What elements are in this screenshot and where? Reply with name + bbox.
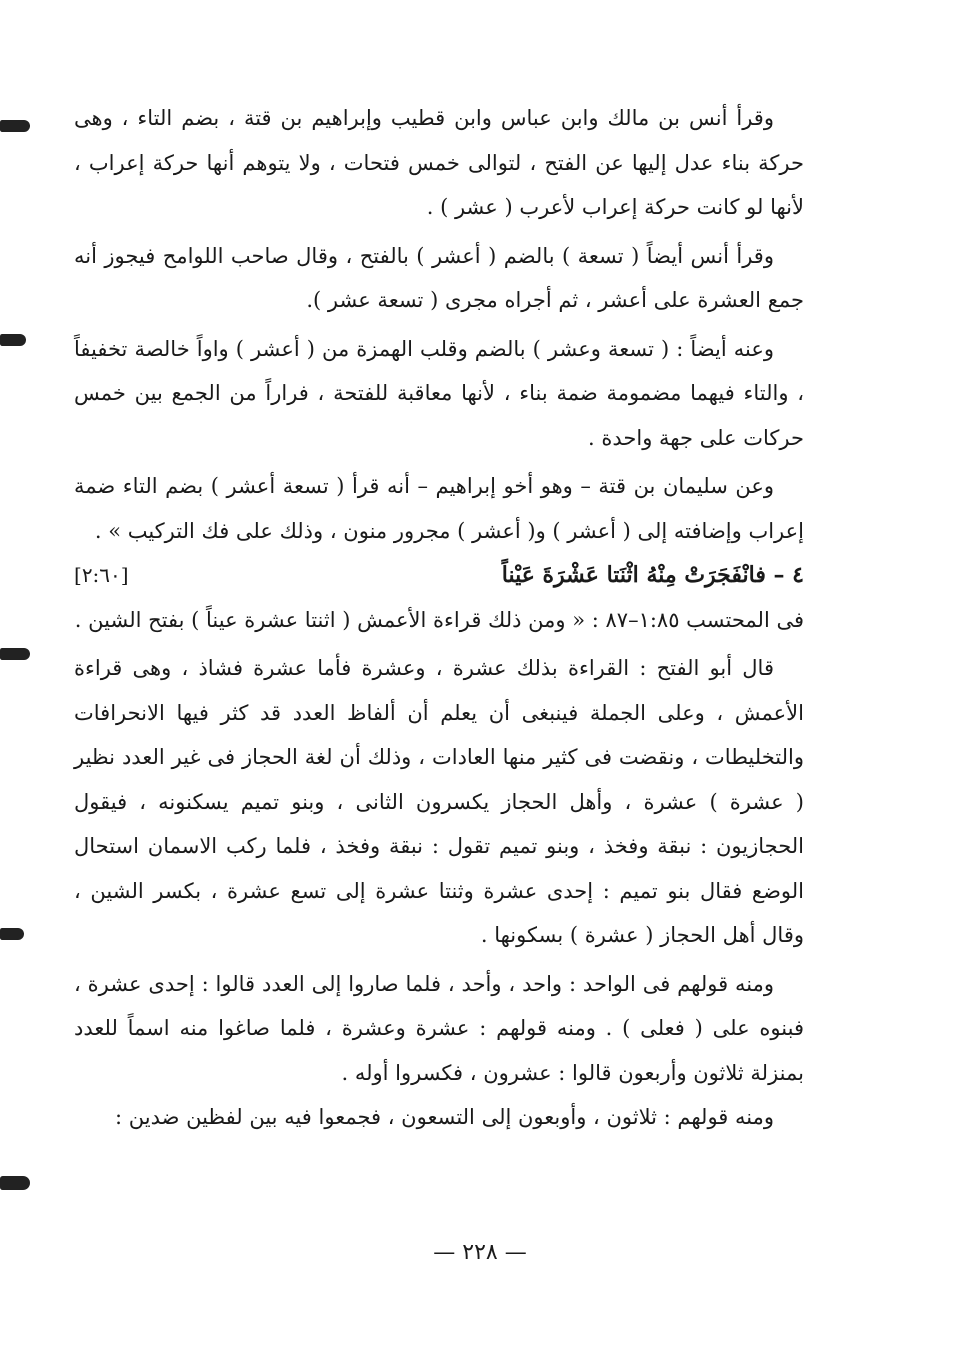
page-number: — ٢٢٨ — xyxy=(433,1240,527,1265)
paragraph-8: ومنه قولهم : ثلاثون ، وأوبعون إلى التسعون ، فجمعوا فيه بين لفظين ضدين : xyxy=(115,1105,774,1129)
paragraph-4: وعن سليمان بن قتة – وهو أخو إبراهيم – أنه قرأ ( تسعة أعشر ) بضم التاء ضمة إعراب وإضافته إلى ( أعشر ) و( أعشر ) مجرور منون ، وذلك على فك التركيب » . xyxy=(74,474,804,543)
paragraph-2: وقرأ أنس أيضاً ( تسعة ) بالضم ( أعشر ) بالفتح ، وقال صاحب اللوامح فيجوز أنه جمع العشرة على أعشر ، ثم أجراه مجرى ( تسعة عشر ). xyxy=(74,243,804,312)
scan-edge-mark xyxy=(0,648,30,660)
scan-edge-mark xyxy=(0,928,24,940)
paragraph-6: قال أبو الفتح : القراءة بذلك عشرة ، وعشرة فأما عشرة فشاذ ، وهى قراءة الأعمش ، وعلى الجملة فينبغى أن يعلم أن ألفاظ العدد قد كثر فيها الانحرافات والتخليطات ، ونقضت فى كثير منها العادات ، وذلك أن لغة الحجاز فى غير العدد نظير ( عشرة ) عشرة ، وأهل الحجاز يكسرون الثانى ، وبنو تميم يسكنونه ، فيقول الحجازيون : نبقة وفخذ ، وبنو تميم تقول : نبقة وفخذ ، فلما ركب الاسمان استحال الوضع فقال بنو تميم : إحدى عشرة وثنتا عشرة إلى تسع عشرة ، بكسر الشين ، وقال أهل الحجاز ( عشرة ) بسكونها . xyxy=(74,656,804,947)
body-text xyxy=(74,96,804,1140)
scan-edge-mark xyxy=(0,1176,30,1190)
verse-reference: [٢:٦٠] xyxy=(74,563,129,587)
scan-edge-mark xyxy=(0,120,30,132)
verse-text: ٤ – فانْفَجَرَتْ مِنْهُ اثْنَتا عَشْرَةَ عَيْناً xyxy=(501,562,804,588)
paragraph-5: فى المحتسب ١:٨٥–٨٧ : « ومن ذلك قراءة الأعمش ( اثنتا عشرة عيناً ) بفتح الشين . xyxy=(74,607,804,632)
paragraph-3: وعنه أيضاً : ( تسعة وعشر ) بالضم وقلب الهمزة من ( أعشر ) واواً خالصة تخفيفاً ، والتاء فيهما مضمومة ضمة بناء ، لأنها معاقبة للفتحة ، فراراً من الجمع بين خمس حركات على جهة واحدة . xyxy=(74,336,804,450)
paragraph-1: وقرأ أنس بن مالك وابن عباس وابن قطيب وإبراهيم بن قتة ، بضم التاء ، وهى حركة بناء عدل إليها عن الفتح ، لتوالى خمس فتحات ، ولا يتوهم أنها حركة إعراب ، لأنها لو كانت حركة إعراب لأعرب ( عشر ) . xyxy=(74,106,804,219)
paragraph-7: ومنه قولهم فى الواحد : واحد ، وأحد ، فلما صاروا إلى العدد قالوا : إحدى عشرة ، فبنوه على ( فعلى ) . ومنه قولهم : عشرة وعشرة ، فلما صاغوا منه اسماً للعدد بمنزلة ثلاثون وأربعون قالوا : عشرون ، فكسروا أوله . xyxy=(74,971,804,1085)
verse-heading xyxy=(74,553,804,598)
scan-edge-mark xyxy=(0,334,26,346)
